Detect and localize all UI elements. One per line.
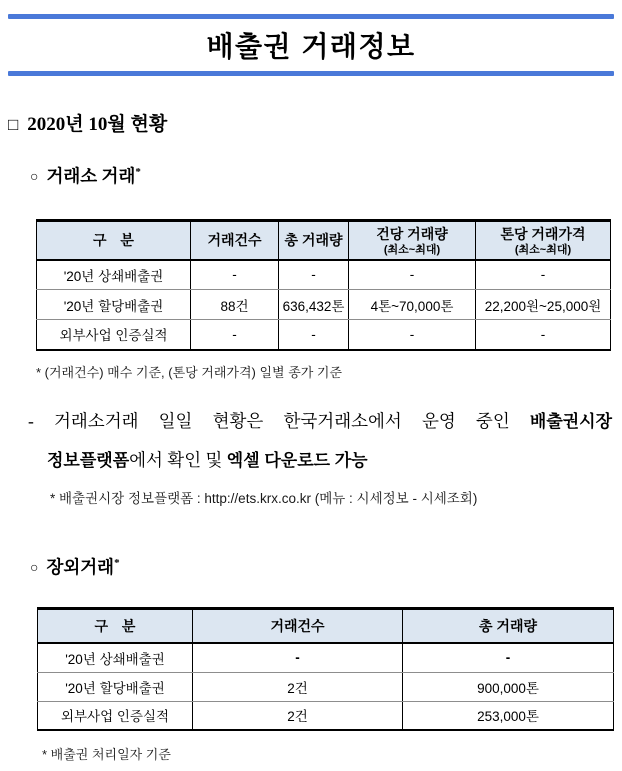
bold-platform-name-part1: 배출권시장	[529, 411, 613, 431]
cell-volume: -	[403, 643, 614, 672]
cell-price-per-ton: 22,200원~25,000원	[476, 290, 611, 320]
table-row-offset-permit	[38, 643, 614, 672]
cell-count: -	[193, 643, 403, 672]
row-label: '20년 할당배출권	[38, 672, 193, 701]
cell-volume-per-trade: -	[349, 320, 476, 350]
otc-table-footnote: * 배출권 처리일자 기준	[42, 747, 171, 762]
cell-count: -	[191, 260, 279, 290]
otc-col-header-category: 구 분	[38, 608, 193, 643]
table-row-external-certified	[38, 701, 614, 730]
table-row-allocated-permit	[37, 290, 611, 320]
exchange-col-header-count: 거래건수	[191, 221, 279, 260]
min-max-subheader: (최소~최대)	[383, 243, 441, 256]
exchange-trade-heading-text: 거래소 거래	[46, 166, 136, 186]
platform-info-paragraph	[28, 402, 612, 480]
platform-url-footnote: * 배출권시장 정보플랫폼 : http://ets.krx.co.kr (메뉴 : 시세정보 - 시세조회)	[50, 490, 478, 506]
platform-info-line2: 정보플랫폼에서 확인 및 엑셀 다운로드 가능	[47, 449, 368, 470]
bold-excel-download: 엑셀 다운로드 가능	[226, 450, 368, 470]
cell-price-per-ton: -	[476, 260, 611, 290]
exchange-heading-asterisk: *	[135, 166, 141, 179]
exchange-col-header-price-per-ton: 톤당 거래가격 (최소~최대)	[476, 221, 611, 260]
exchange-table-footnote: * (거래건수) 매수 기준, (톤당 거래가격) 일별 종가 기준	[36, 364, 343, 380]
cell-count: 2건	[193, 672, 403, 701]
monthly-status-heading	[8, 109, 622, 136]
platform-info-line1: - 거래소거래 일일 현황은 한국거래소에서 운영 중인 배출권시장	[28, 410, 613, 431]
row-label: '20년 상쇄배출권	[38, 643, 193, 672]
row-label: '20년 상쇄배출권	[37, 260, 191, 290]
cell-volume: -	[279, 260, 349, 290]
bold-platform-name-part2: 정보플랫폼	[47, 450, 130, 470]
circle-bullet-icon: ○	[30, 560, 39, 576]
exchange-col-header-volume: 총 거래량	[279, 221, 349, 260]
title-bottom-accent-rule	[8, 71, 614, 76]
row-label: '20년 할당배출권	[37, 290, 191, 320]
exchange-table-header-row	[37, 221, 611, 260]
table-row-external-certified	[37, 320, 611, 350]
cell-count: 88건	[191, 290, 279, 320]
min-max-subheader: (최소~최대)	[514, 243, 572, 256]
monthly-status-heading-text: 2020년 10월 현황	[27, 114, 168, 135]
otc-trade-table	[37, 607, 614, 732]
square-bullet-icon: □	[8, 115, 19, 134]
exchange-col-header-volume-per-trade: 건당 거래량 (최소~최대)	[349, 221, 476, 260]
cell-volume-per-trade: -	[349, 260, 476, 290]
table-row-offset-permit	[37, 260, 611, 290]
otc-heading-asterisk: *	[114, 556, 120, 569]
page-title: 배출권 거래정보	[206, 31, 416, 62]
dash-bullet: -	[28, 410, 34, 431]
otc-trade-heading-text: 장외거래	[46, 556, 115, 577]
exchange-trade-table	[36, 219, 611, 351]
otc-col-header-count: 거래건수	[193, 608, 403, 643]
cell-count: 2건	[193, 701, 403, 730]
exchange-trade-heading	[30, 163, 622, 188]
cell-volume: 900,000톤	[403, 672, 614, 701]
otc-col-header-volume: 총 거래량	[403, 608, 614, 643]
circle-bullet-icon: ○	[30, 170, 39, 185]
row-label: 외부사업 인증실적	[38, 701, 193, 730]
cell-volume: 253,000톤	[403, 701, 614, 730]
row-label: 외부사업 인증실적	[37, 320, 191, 350]
cell-count: -	[191, 320, 279, 350]
cell-volume: -	[279, 320, 349, 350]
otc-table-header-row	[38, 608, 614, 643]
cell-price-per-ton: -	[476, 320, 611, 350]
cell-volume: 636,432톤	[279, 290, 349, 320]
otc-trade-heading	[30, 554, 622, 579]
cell-volume-per-trade: 4톤~70,000톤	[349, 290, 476, 320]
exchange-col-header-category: 구 분	[37, 221, 191, 260]
table-row-allocated-permit	[38, 672, 614, 701]
